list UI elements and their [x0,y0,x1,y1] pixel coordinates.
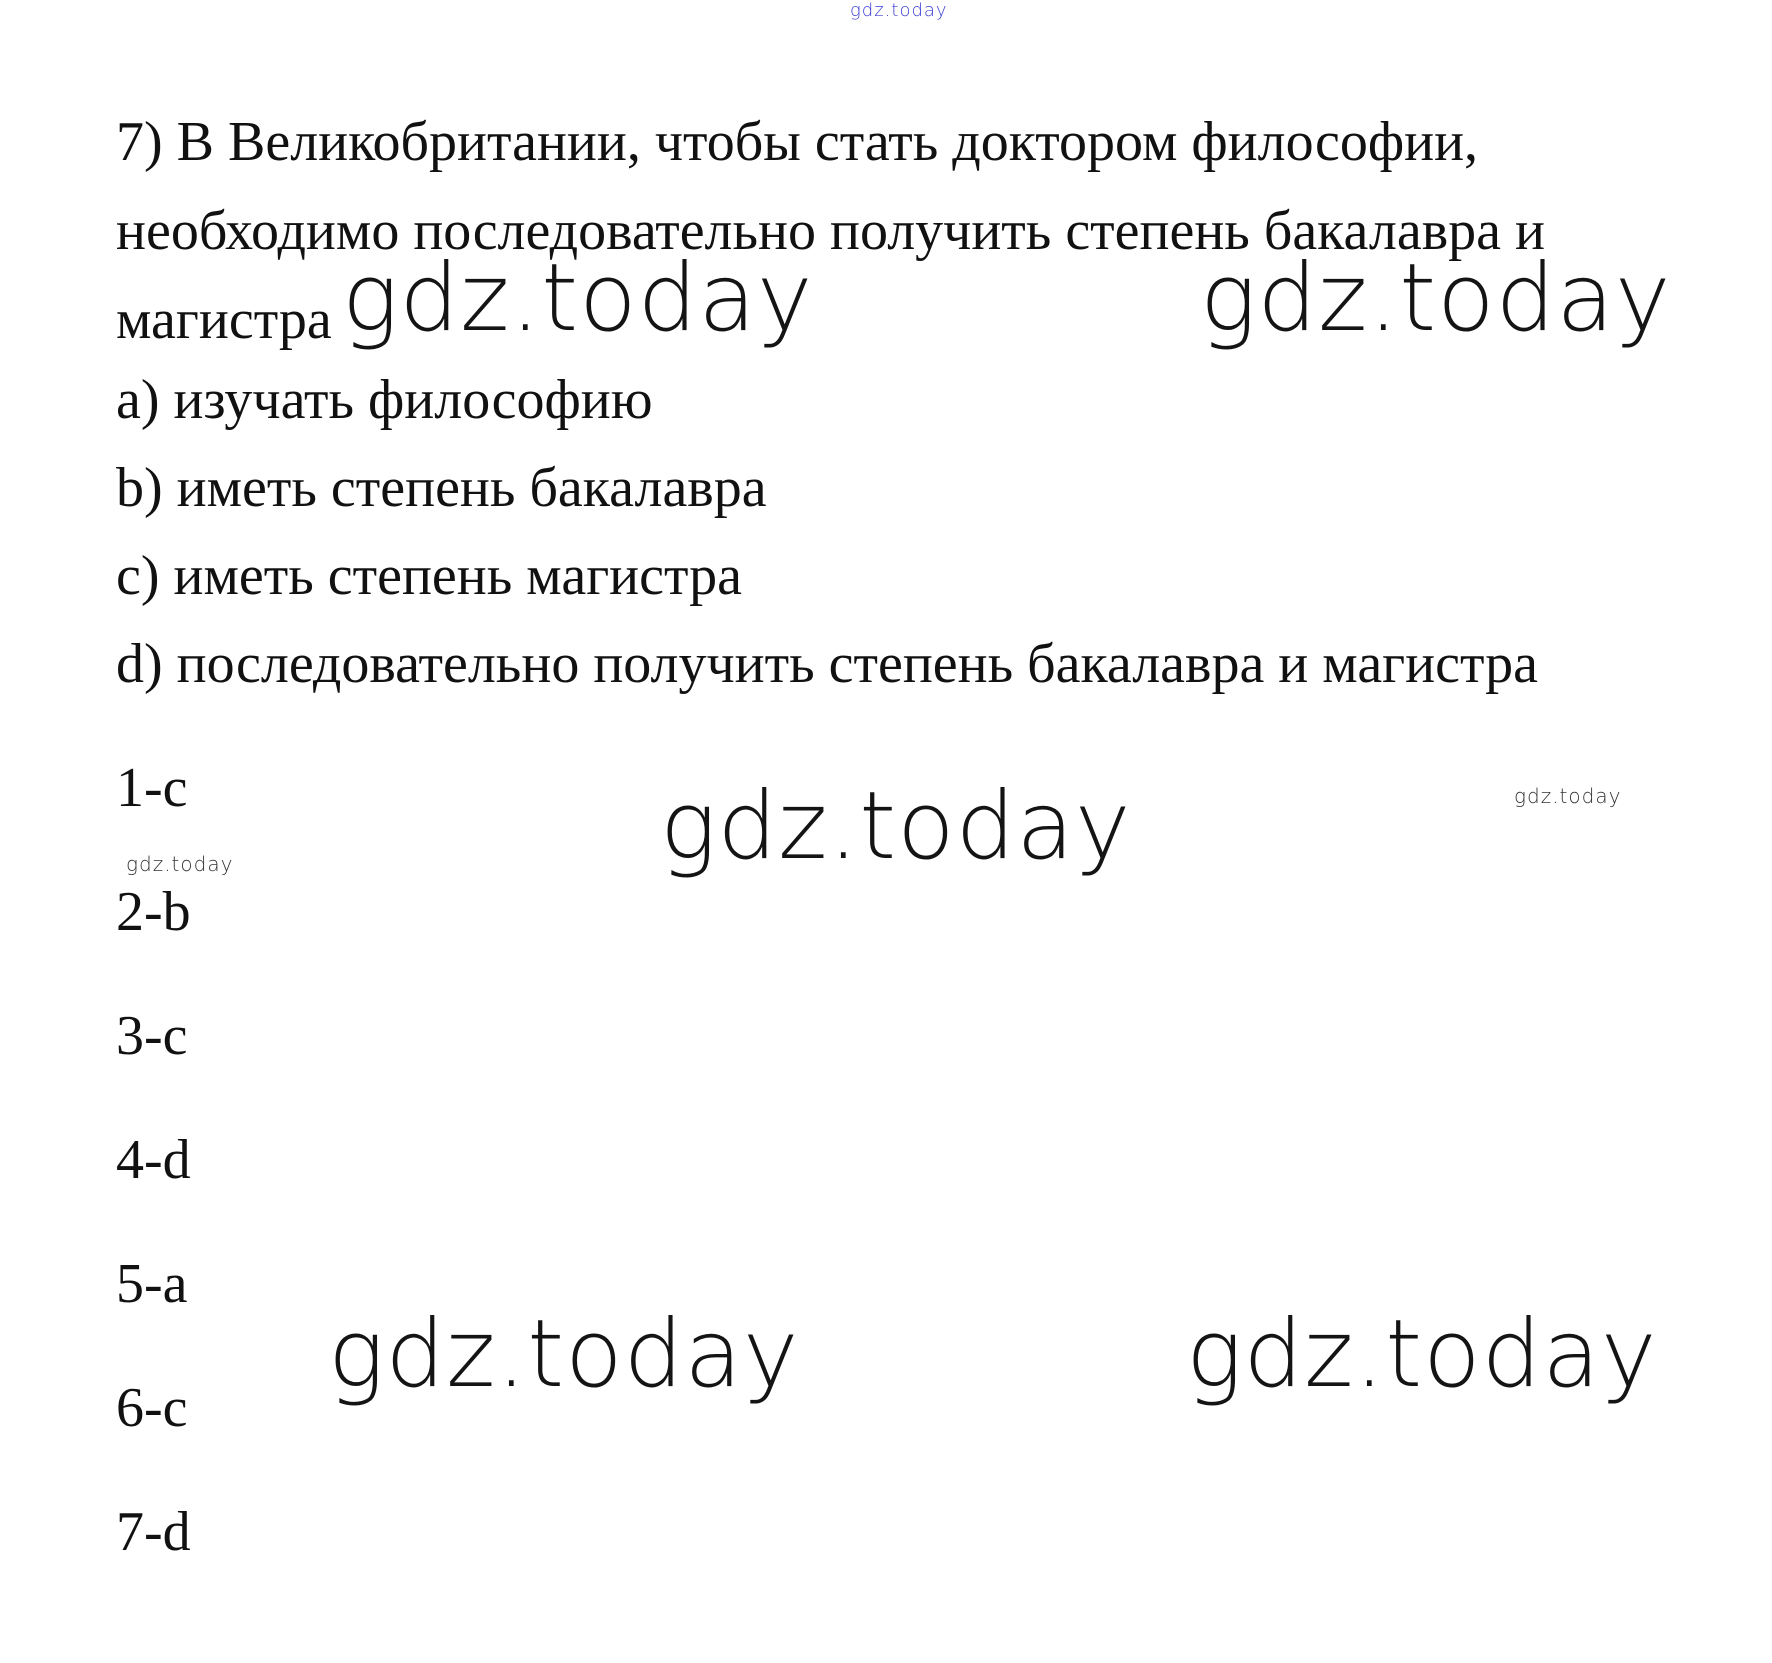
question-line-2: необходимо последовательно получить степень бакалавра и [116,200,1545,262]
option-d: d) последовательно получить степень бакалавра и магистра [116,633,1538,695]
watermark-big: gdz.today [660,772,1132,881]
option-b: b) иметь степень бакалавра [116,457,767,519]
answer-1: 1-c [116,757,188,819]
answer-4: 4-d [116,1129,191,1191]
watermark-small: gdz.today [1514,784,1622,808]
answer-5: 5-a [116,1253,188,1315]
watermark-small: gdz.today [126,852,234,876]
watermark-big: gdz.today [328,1300,800,1409]
watermark-big: gdz.today [1200,244,1672,353]
answer-7: 7-d [116,1501,191,1563]
answer-6: 6-c [116,1377,188,1439]
option-a: a) изучать философию [116,369,653,431]
watermark-big: gdz.today [342,244,814,353]
answer-3: 3-c [116,1005,188,1067]
answer-2: 2-b [116,881,191,943]
watermark-top: gdz.today [850,0,948,21]
watermark-big: gdz.today [1186,1300,1658,1409]
option-c: c) иметь степень магистра [116,545,743,607]
question-line-3: магистра [116,289,332,351]
question-line-1: 7) В Великобритании, чтобы стать доктором философии, [116,111,1479,173]
